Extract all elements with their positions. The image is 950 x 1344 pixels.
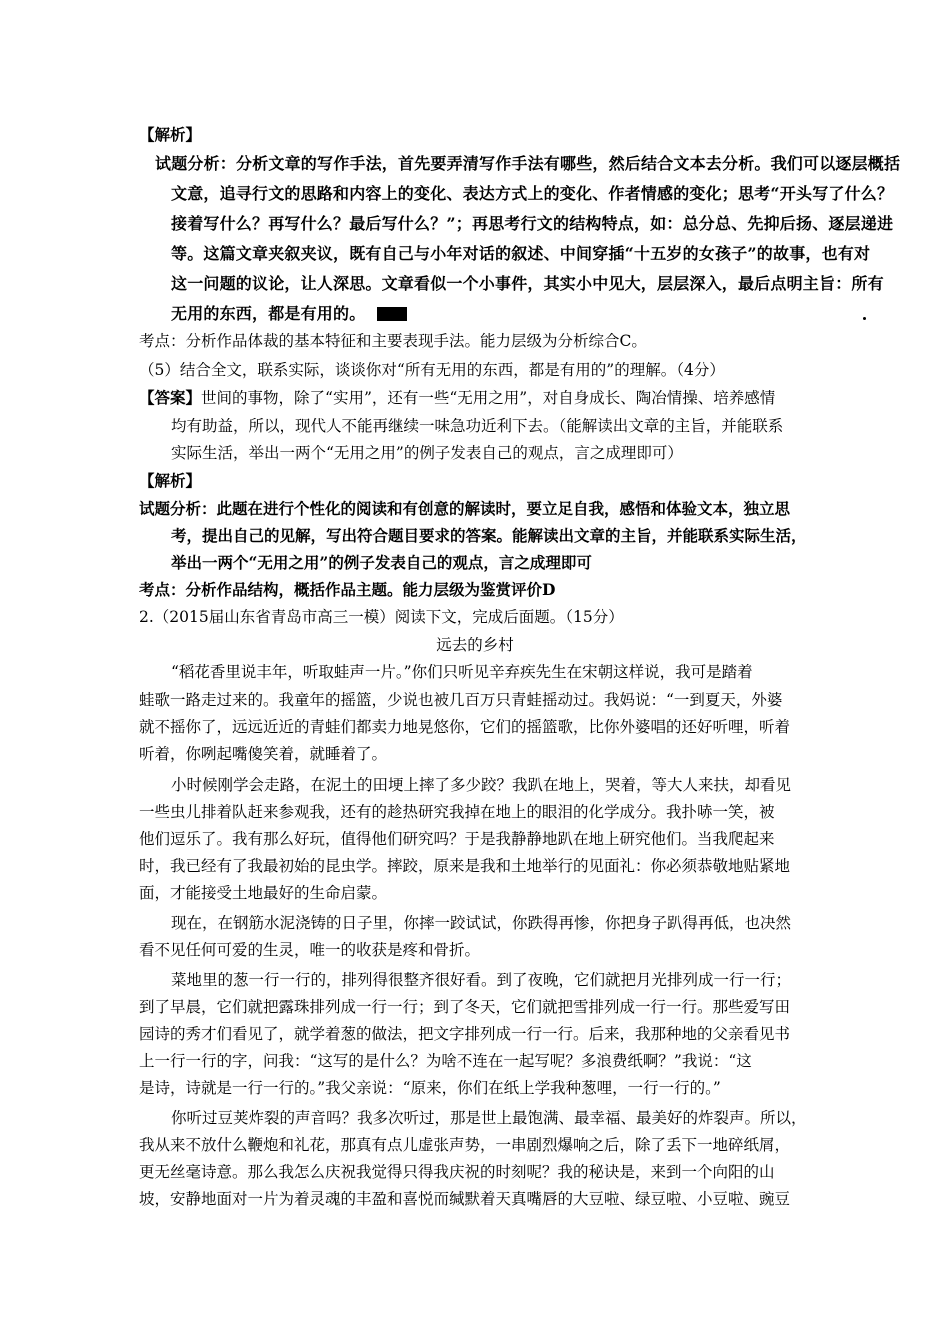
question-5: （5）结合全文，联系实际，谈谈你对“所有无用的东西，都是有用的”的理解。（4分） — [139, 361, 725, 379]
article-line: 到了早晨，它们就把露珠排列成一行一行；到了冬天，它们就把雪排列成一行一行。那些爱写田 — [139, 998, 791, 1016]
answer-line: 均有助益，所以，现代人不能再继续一味急功近利下去。（能解读出文章的主旨，并能联系 — [171, 417, 784, 435]
article-line: 时，我已经有了我最初始的昆虫学。摔跤，原来是我和土地举行的见面礼：你必须恭敬地贴紧地 — [139, 857, 791, 875]
article-line: 蛙歌一路走过来的。我童年的摇篮，少说也被几百万只青蛙摇动过。我妈说：“一到夏天，外婆 — [139, 691, 783, 709]
analysis-line: 无用的东西，都是有用的。 — [171, 304, 366, 323]
analysis-line: 等。这篇文章夹叙夹议，既有自己与小年对话的叙述、中间穿插“十五岁的女孩子”的故事，也有对 — [171, 244, 871, 263]
article-line: 上一行一行的字，问我：“这写的是什么？为啥不连在一起写呢？多浪费纸啊？”我说：“这 — [139, 1052, 752, 1070]
analysis-header: 【解析】 — [139, 125, 202, 144]
article-line: 是诗，诗就是一行一行的。”我父亲说：“原来，你们在纸上学我种葱哩，一行一行的。” — [139, 1079, 721, 1097]
article-line: 小时候刚学会走路，在泥土的田埂上摔了多少跤？我趴在地上，哭着，等大人来扶，却看见 — [171, 776, 792, 794]
article-line: 看不见任何可爱的生灵，唯一的收获是疼和骨折。 — [139, 941, 481, 959]
article-line: 一些虫儿排着队赶来参观我，还有的趁热研究我掉在地上的眼泪的化学成分。我扑哧一笑，被 — [139, 803, 775, 821]
analysis-line: 试题分析：分析文章的写作手法，首先要弄清写作手法有哪些，然后结合文本去分析。我们可以逐层概括 — [155, 154, 901, 173]
article-line: 园诗的秀才们看见了，就学着葱的做法，把文字排列成一行一行。后来，我那种地的父亲看见书 — [139, 1025, 791, 1043]
analysis-line: 文意，追寻行文的思路和内容上的变化、表达方式上的变化、作者情感的变化；思考“开头写了什么？ — [171, 184, 894, 203]
question-2: 2.（2015届山东省青岛市高三一模）阅读下文，完成后面题。（15分） — [139, 608, 624, 626]
analysis-line: 试题分析：此题在进行个性化的阅读和有创意的解读时，要立足自我，感悟和体验文本，独立思 — [139, 499, 791, 518]
answer-line: 实际生活，举出一两个“无用之用”的例子发表自己的观点，言之成理即可） — [171, 444, 683, 462]
answer-line — [139, 388, 775, 408]
stray-dot — [863, 317, 866, 320]
article-line: 我从来不放什么鞭炮和礼花，那真有点儿虚张声势，一串剧烈爆响之后，除了丢下一地碎纸屑， — [139, 1136, 791, 1154]
redaction-mark — [377, 307, 407, 321]
article-line: “稻花香里说丰年，听取蛙声一片。”你们只听见辛弃疾先生在宋朝这样说，我可是踏着 — [171, 663, 753, 681]
article-title: 远去的乡村 — [436, 636, 514, 654]
kaodian-1: 考点：分析作品体裁的基本特征和主要表现手法。能力层级为分析综合C。 — [139, 332, 647, 350]
article-line: 现在，在钢筋水泥浇铸的日子里，你摔一跤试试，你跌得再惨，你把身子趴得再低，也决然 — [171, 914, 792, 932]
analysis-header: 【解析】 — [139, 471, 202, 490]
article-line: 坡，安静地面对一片为着灵魂的丰盈和喜悦而缄默着天真嘴唇的大豆啦、绿豆啦、小豆啦、豌豆 — [139, 1190, 791, 1208]
analysis-line: 考，提出自己的见解，写出符合题目要求的答案。能解读出文章的主旨，并能联系实际生活， — [171, 526, 807, 545]
answer-label: 【答案】 — [139, 388, 202, 407]
analysis-line: 这一问题的议论，让人深思。文章看似一个小事件，其实小中见大，层层深入，最后点明主旨：所有 — [171, 274, 884, 293]
article-line: 你听过豆荚炸裂的声音吗？我多次听过，那是世上最饱满、最幸福、最美好的炸裂声。所以， — [171, 1109, 807, 1127]
article-line: 面，才能接受土地最好的生命启蒙。 — [139, 884, 388, 902]
article-line: 听着，你咧起嘴傻笑着，就睡着了。 — [139, 745, 388, 763]
kaodian-2: 考点：分析作品结构，概括作品主题。能力层级为鉴赏评价D — [139, 580, 556, 599]
article-line: 菜地里的葱一行一行的，排列得很整齐很好看。到了夜晚，它们就把月光排列成一行一行； — [171, 971, 792, 989]
analysis-line: 举出一两个“无用之用”的例子发表自己的观点，言之成理即可 — [171, 553, 592, 572]
article-line: 就不摇你了，远远近近的青蛙们都卖力地晃悠你，它们的摇篮歌，比你外婆唱的还好听哩，听着 — [139, 718, 791, 736]
article-line: 他们逗乐了。我有那么好玩，值得他们研究吗？于是我静静地趴在地上研究他们。当我爬起来 — [139, 830, 775, 848]
answer-text: 世间的事物，除了“实用”，还有一些“无用之用”，对自身成长、陶冶情操、培养感情 — [201, 389, 776, 407]
article-line: 更无丝毫诗意。那么我怎么庆祝我觉得只得我庆祝的时刻呢？我的秘诀是，来到一个向阳的山 — [139, 1163, 775, 1181]
analysis-line: 接着写什么？再写什么？最后写什么？”；再思考行文的结构特点，如：总分总、先抑后扬、逐层递进 — [171, 214, 894, 233]
